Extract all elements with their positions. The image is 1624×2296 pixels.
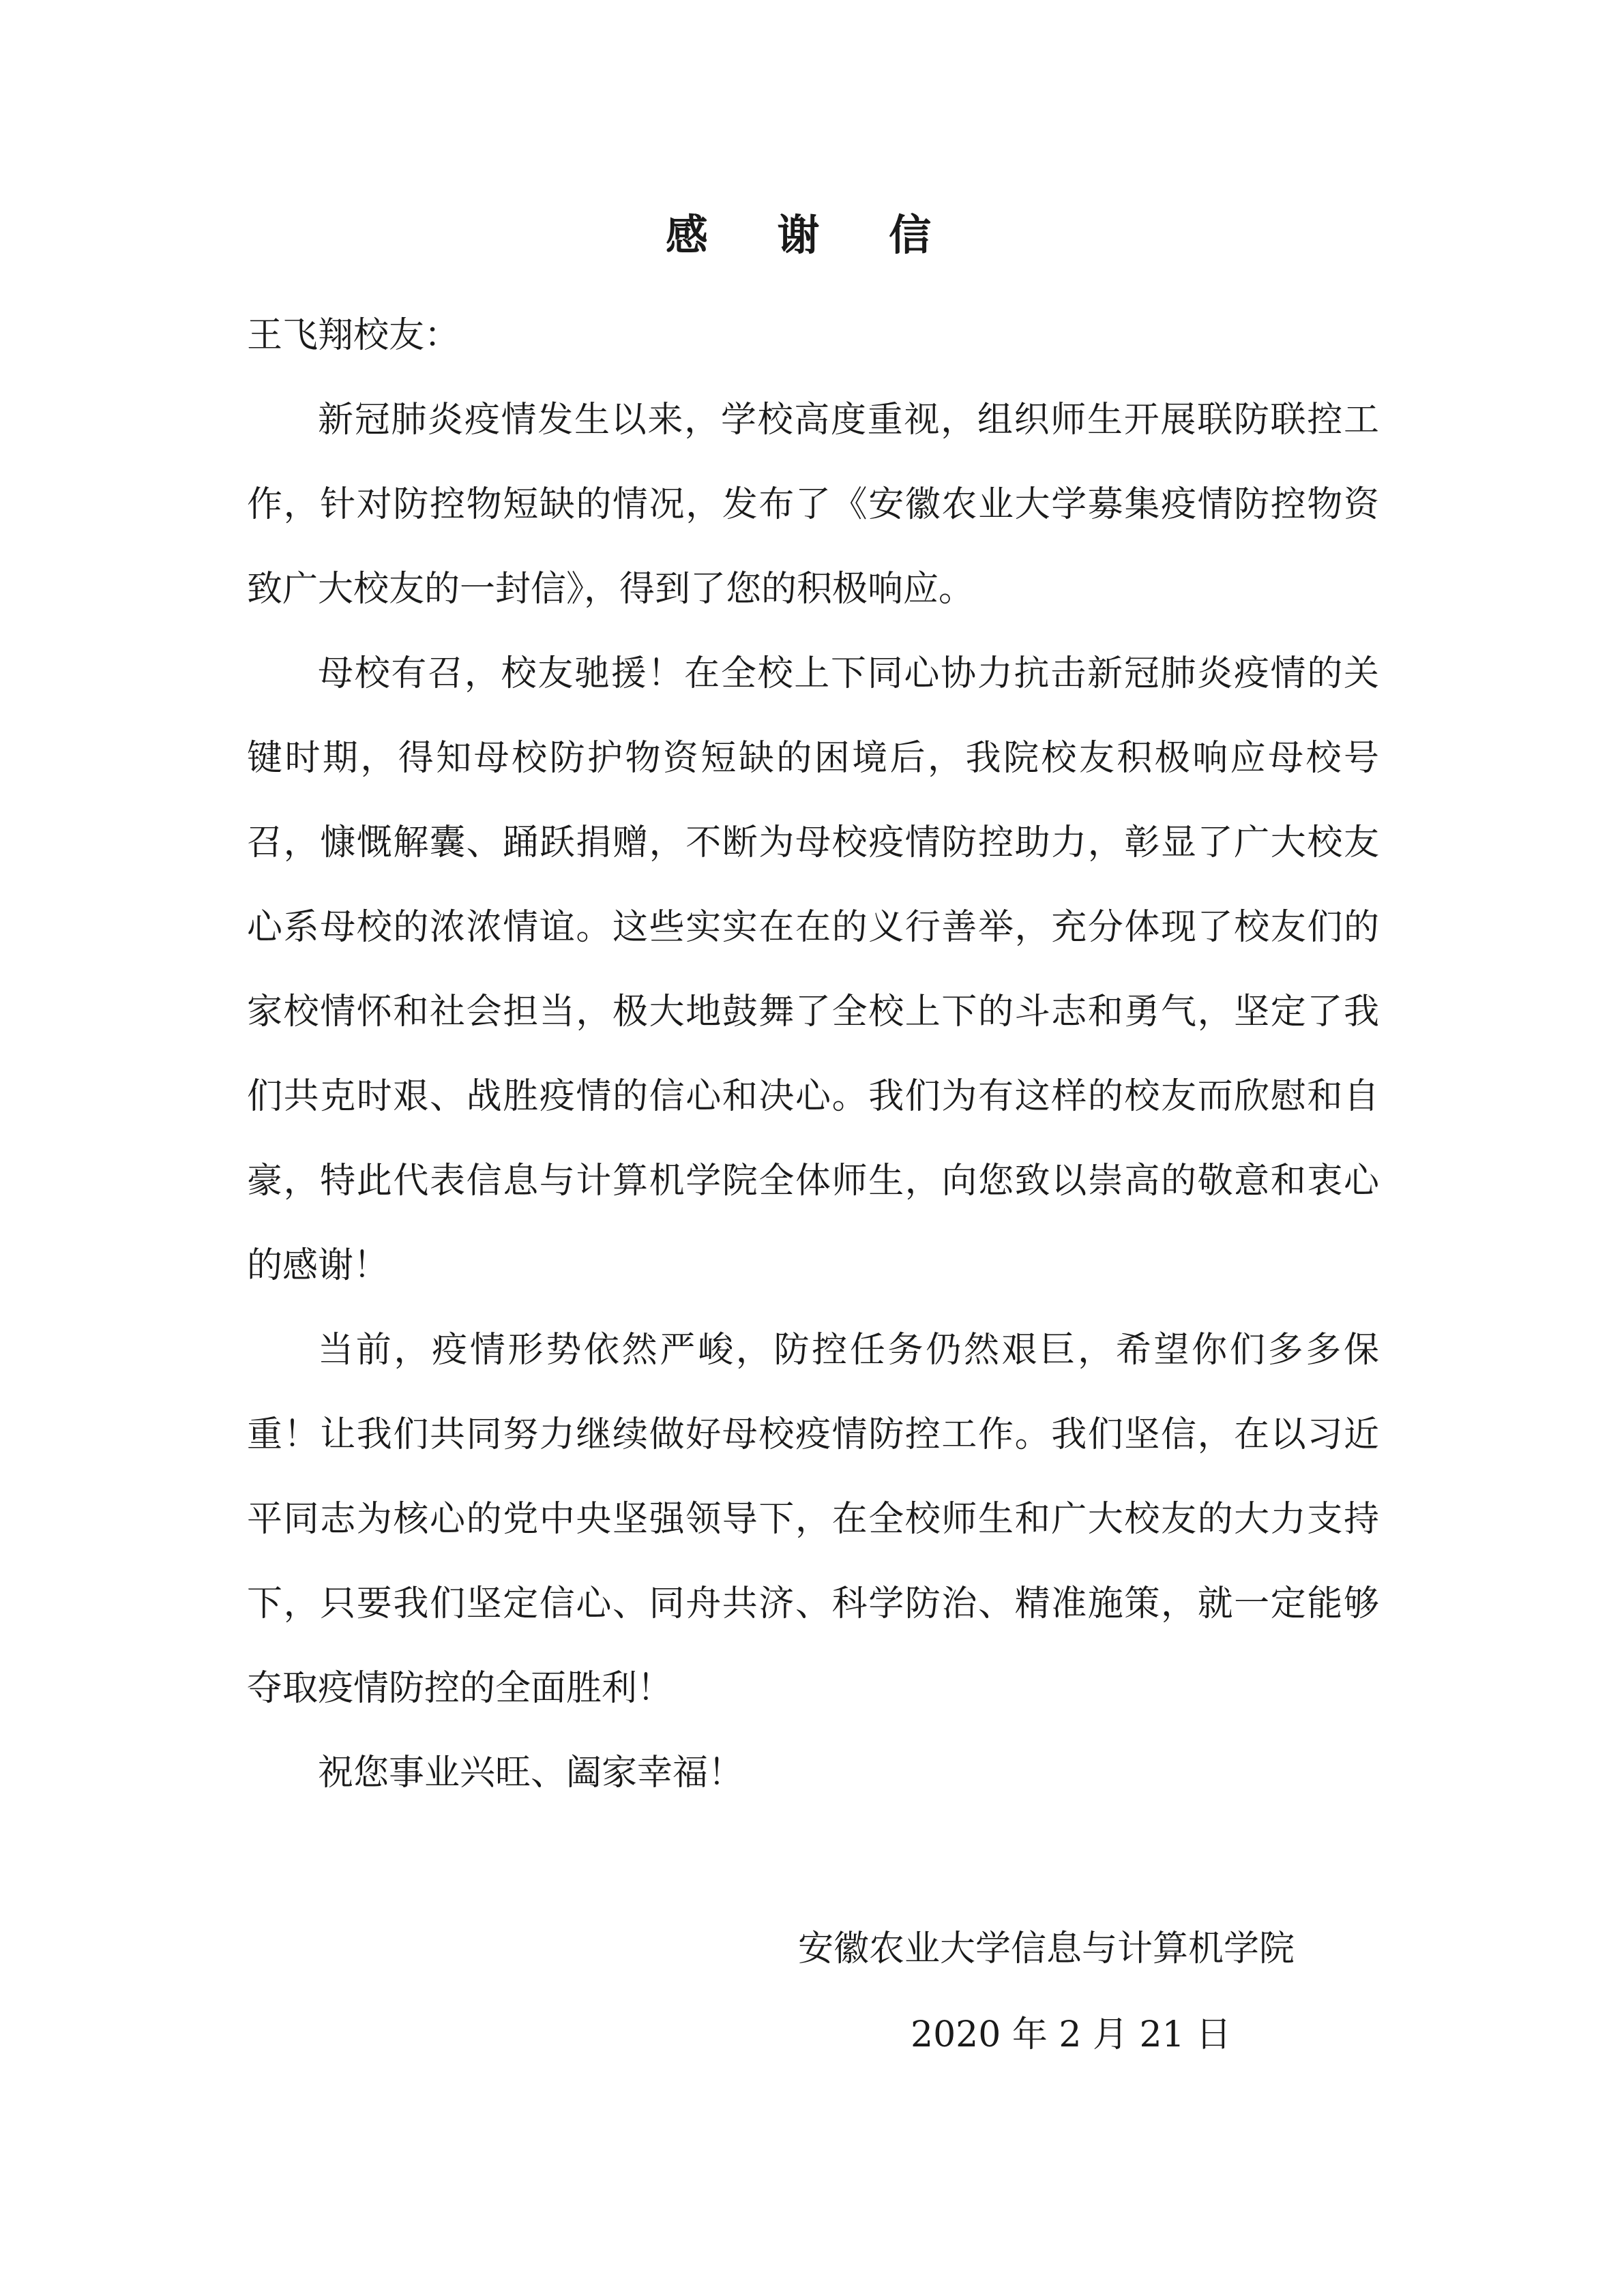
paragraph-wishes: 祝您事业兴旺、阖家幸福！ [318, 1753, 744, 1793]
letter-date: 2020 年 2 月 21 日 [911, 2014, 1232, 2055]
letter-body [247, 293, 1379, 1815]
paragraph-gratitude: 母校有召，校友驰援！在全校上下同心协力抗击新冠肺炎疫情的关键时期，得知母校防护物资短缺的困境后，我院校友积极响应母校号召，慷慨解囊、踊跃捐赠，不断为母校疫情防控助力，彰显了广大校友心系母校的浓浓情谊。这些实实在在的义行善举，充分体现了校友们的家校情怀和社会担当，极大地鼓舞了全校上下的斗志和勇气，坚定了我们共克时艰、战胜疫情的信心和决心。我们为有这样的校友而欣慰和自豪，特此代表信息与计算机学院全体师生，向您致以崇高的敬意和衷心的感谢！ [247, 653, 1379, 1286]
paragraph-encouragement: 当前，疫情形势依然严峻，防控任务仍然艰巨，希望你们多多保重！让我们共同努力继续做好母校疫情防控工作。我们坚信，在以习近平同志为核心的党中央坚强领导下，在全校师生和广大校友的大力支持下，只要我们坚定信心、同舟共济、科学防治、精准施策，就一定能够夺取疫情防控的全面胜利！ [247, 1330, 1379, 1709]
signature: 安徽农业大学信息与计算机学院 [798, 1928, 1295, 1969]
salutation: 王飞翔校友： [247, 315, 460, 356]
paragraph-intro: 新冠肺炎疫情发生以来，学校高度重视，组织师生开展联防联控工作，针对防控物短缺的情况，发布了《安徽农业大学募集疫情防控物资 致广大校友的一封信》，得到了您的积极响应。 [247, 400, 1379, 610]
letter-title: 感 谢 信 [665, 210, 959, 260]
